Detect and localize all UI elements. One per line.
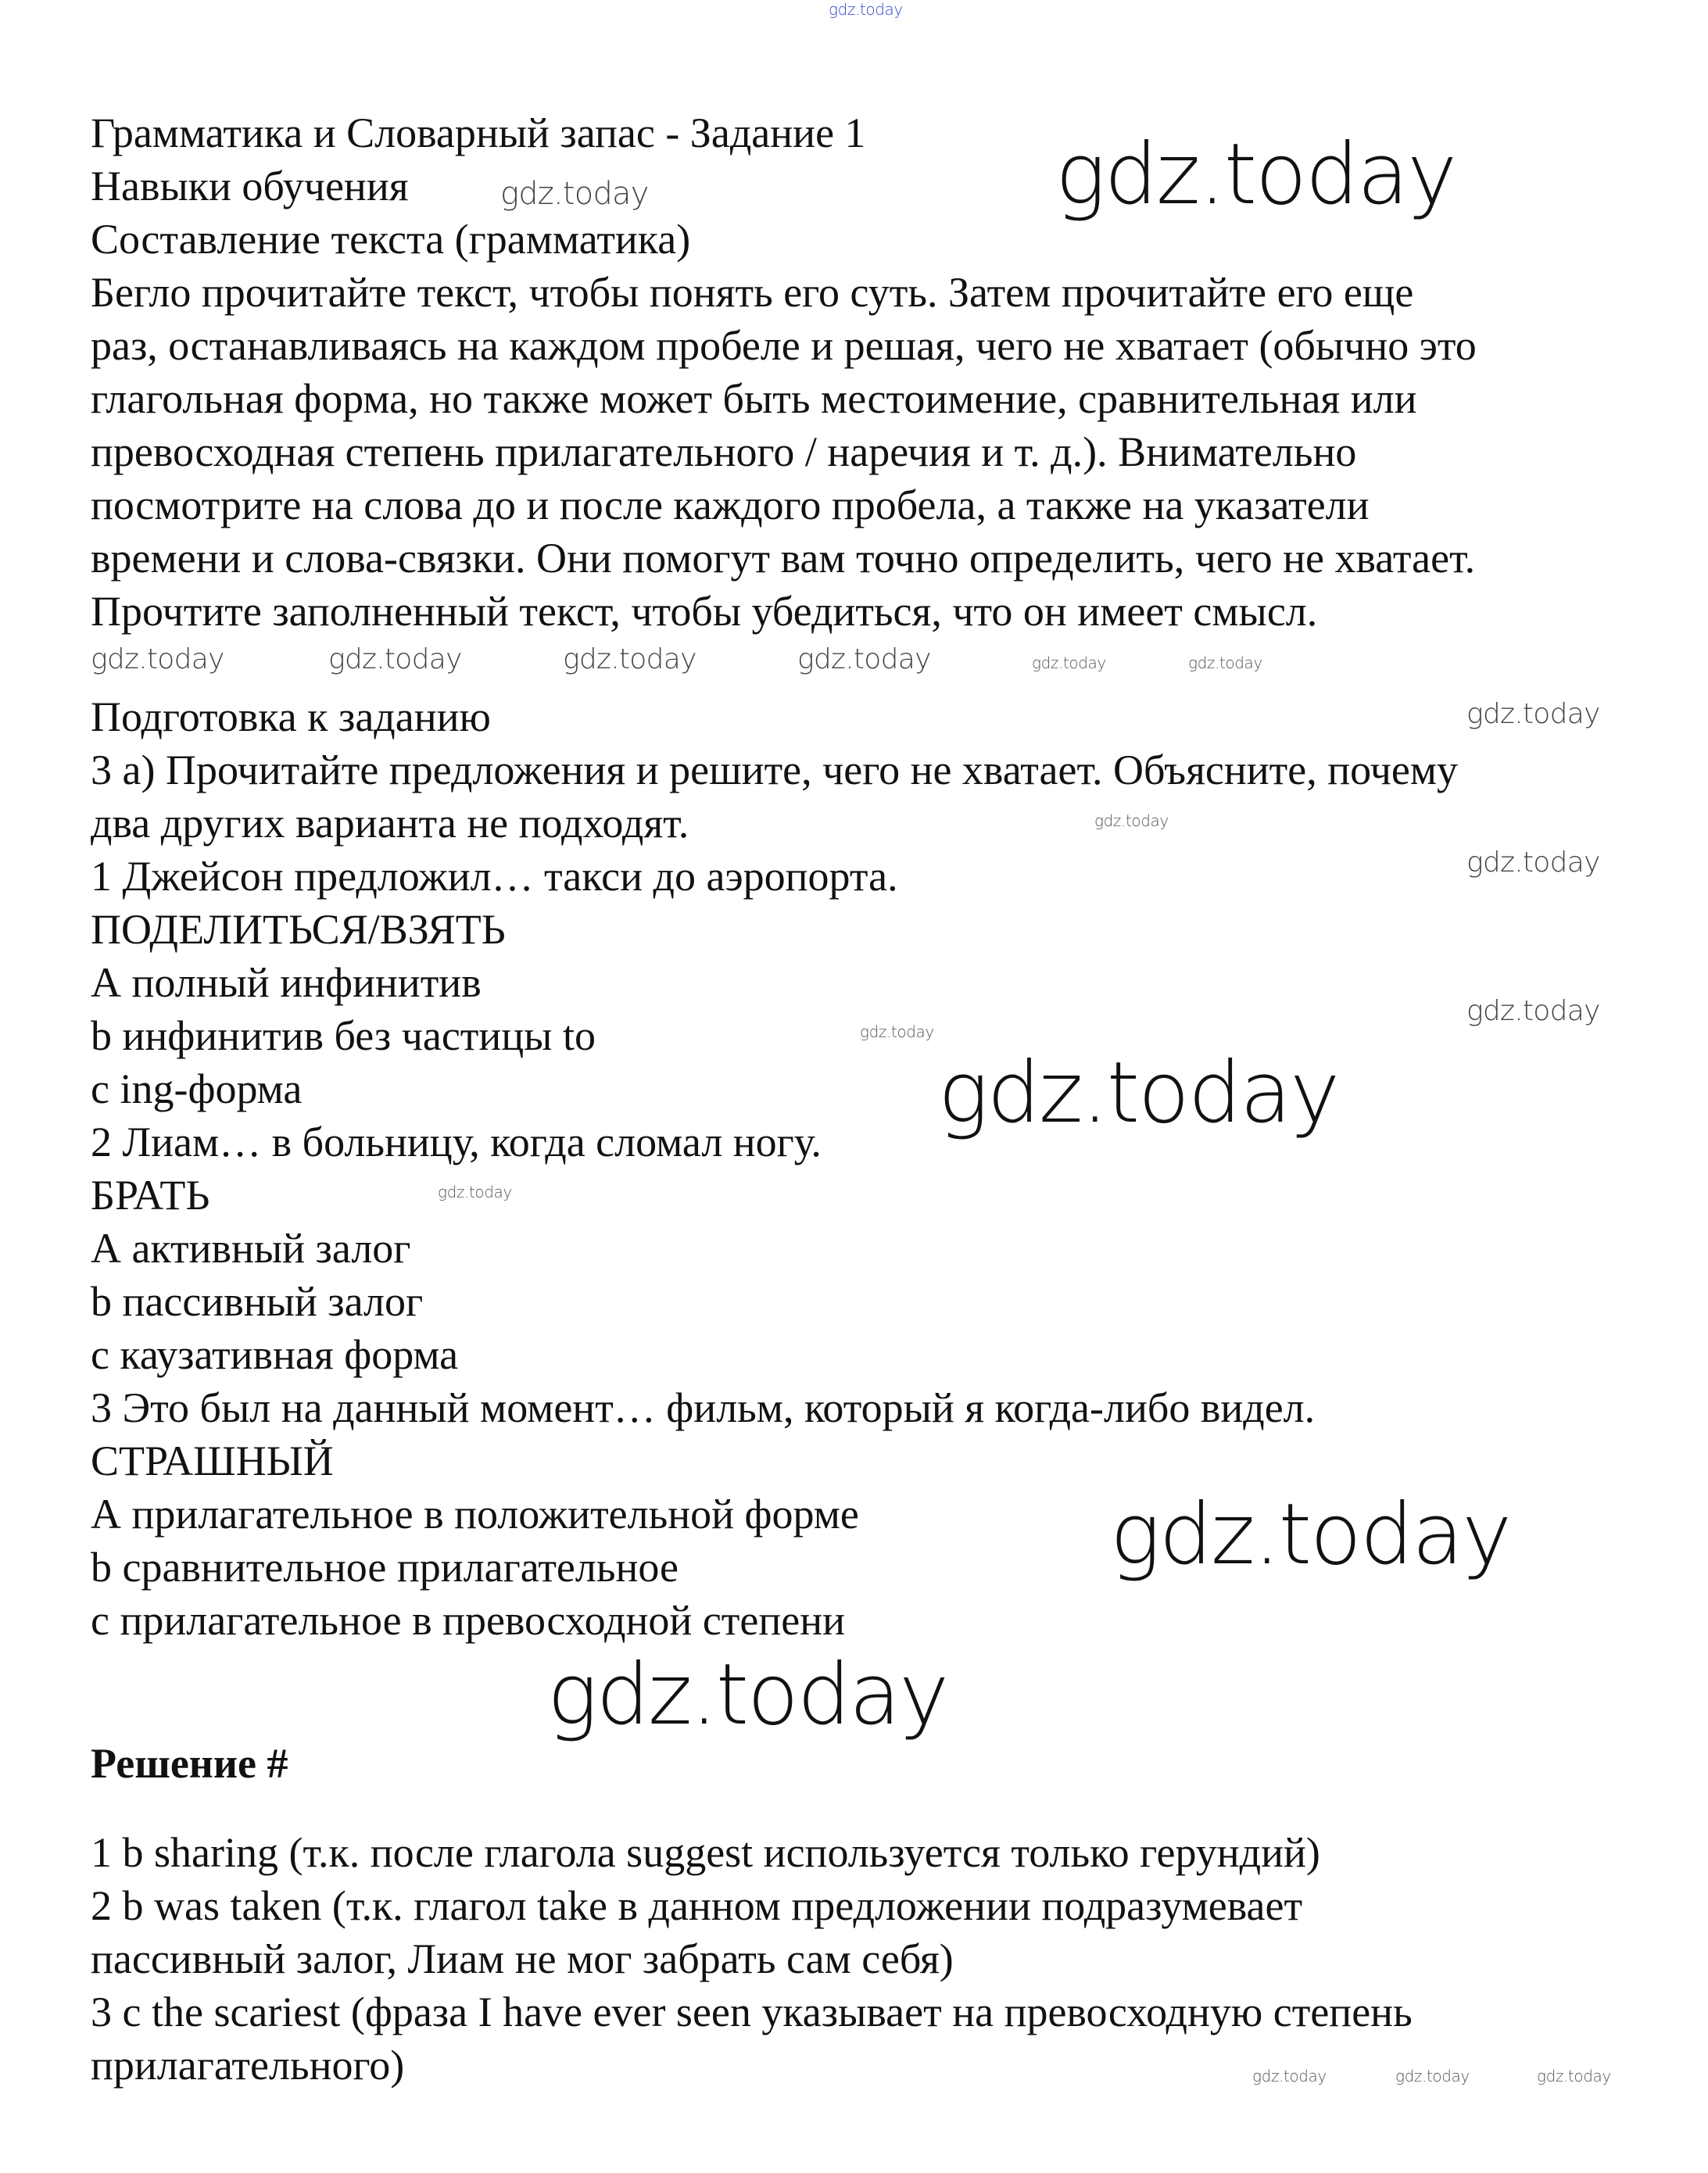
instruction-text: времени и слова-связки. Они помогут вам точно определить, чего не хватает.	[91, 535, 1476, 582]
watermark: gdz.today	[860, 1022, 934, 1041]
solution-heading: Решение #	[91, 1740, 288, 1787]
watermark: gdz.today	[1032, 653, 1106, 672]
option: c каузативная форма	[91, 1331, 459, 1378]
watermark: gdz.today	[797, 643, 931, 675]
watermark: gdz.today	[1110, 1486, 1511, 1584]
keyword: СТРАШНЫЙ	[91, 1437, 334, 1484]
instruction-text: Прочтите заполненный текст, чтобы убедиться, что он имеет смысл.	[91, 588, 1318, 635]
answer: 2 b was taken (т.к. глагол take в данном предложении подразумевает	[91, 1882, 1303, 1929]
task-heading: Подготовка к заданию	[91, 693, 491, 740]
option: b пассивный залог	[91, 1278, 424, 1325]
option: А активный залог	[91, 1225, 411, 1272]
watermark: gdz.today	[1094, 811, 1169, 830]
solution-section	[91, 1737, 288, 1790]
keyword: ПОДЕЛИТЬСЯ/ВЗЯТЬ	[91, 906, 506, 953]
solution-answers	[91, 1826, 1413, 2092]
watermark: gdz.today	[1466, 847, 1600, 879]
section-subtitle: Составление текста (грамматика)	[91, 216, 691, 263]
section-subtitle: Навыки обучения	[91, 163, 409, 209]
page-title: Грамматика и Словарный запас - Задание 1	[91, 109, 866, 156]
watermark: gdz.today	[1395, 2067, 1470, 2085]
task-text: два других варианта не подходят.	[91, 800, 689, 847]
instruction-text: глагольная форма, но также может быть местоимение, сравнительная или	[91, 375, 1417, 422]
watermark: gdz.today	[1466, 698, 1600, 730]
watermark: gdz.today	[500, 176, 649, 212]
answer: 1 b sharing (т.к. после глагола suggest используется только герундий)	[91, 1829, 1320, 1876]
answer: 3 c the scariest (фраза I have ever seen указывает на превосходную степень	[91, 1989, 1413, 2035]
option: b инфинитив без частицы to	[91, 1012, 596, 1059]
option: c прилагательное в превосходной степени	[91, 1597, 846, 1644]
question: 1 Джейсон предложил… такси до аэропорта.	[91, 853, 898, 900]
instruction-text: Бегло прочитайте текст, чтобы понять его суть. Затем прочитайте его еще	[91, 269, 1414, 316]
watermark: gdz.today	[547, 1646, 948, 1744]
watermark: gdz.today	[438, 1183, 512, 1201]
keyword: БРАТЬ	[91, 1172, 210, 1219]
instruction-text: посмотрите на слова до и после каждого пробела, а также на указатели	[91, 481, 1370, 528]
instruction-text: превосходная степень прилагательного / наречия и т. д.). Внимательно	[91, 428, 1357, 475]
watermark: gdz.today	[938, 1044, 1339, 1142]
question: 3 Это был на данный момент… фильм, который я когда-либо видел.	[91, 1384, 1316, 1431]
watermark: gdz.today	[1466, 995, 1600, 1027]
option: c ing-форма	[91, 1065, 303, 1112]
task-text: 3 а) Прочитайте предложения и решите, чего не хватает. Объясните, почему	[91, 746, 1459, 793]
watermark: gdz.today	[1188, 653, 1262, 672]
watermark: gdz.today	[1055, 126, 1456, 224]
watermark: gdz.today	[1252, 2067, 1327, 2085]
instruction-text: раз, останавливаясь на каждом пробеле и решая, чего не хватает (обычно это	[91, 322, 1477, 369]
question: 2 Лиам… в больницу, когда сломал ногу.	[91, 1119, 822, 1165]
answer: прилагательного)	[91, 2042, 405, 2089]
watermark: gdz.today	[563, 643, 696, 675]
option: b сравнительное прилагательное	[91, 1544, 679, 1591]
option: А полный инфинитив	[91, 959, 482, 1006]
answer: пассивный залог, Лиам не мог забрать сам себя)	[91, 1935, 954, 1982]
watermark: gdz.today	[829, 0, 903, 19]
watermark: gdz.today	[328, 643, 462, 675]
option: А прилагательное в положительной форме	[91, 1491, 859, 1538]
watermark: gdz.today	[1537, 2067, 1611, 2085]
watermark: gdz.today	[91, 643, 224, 675]
